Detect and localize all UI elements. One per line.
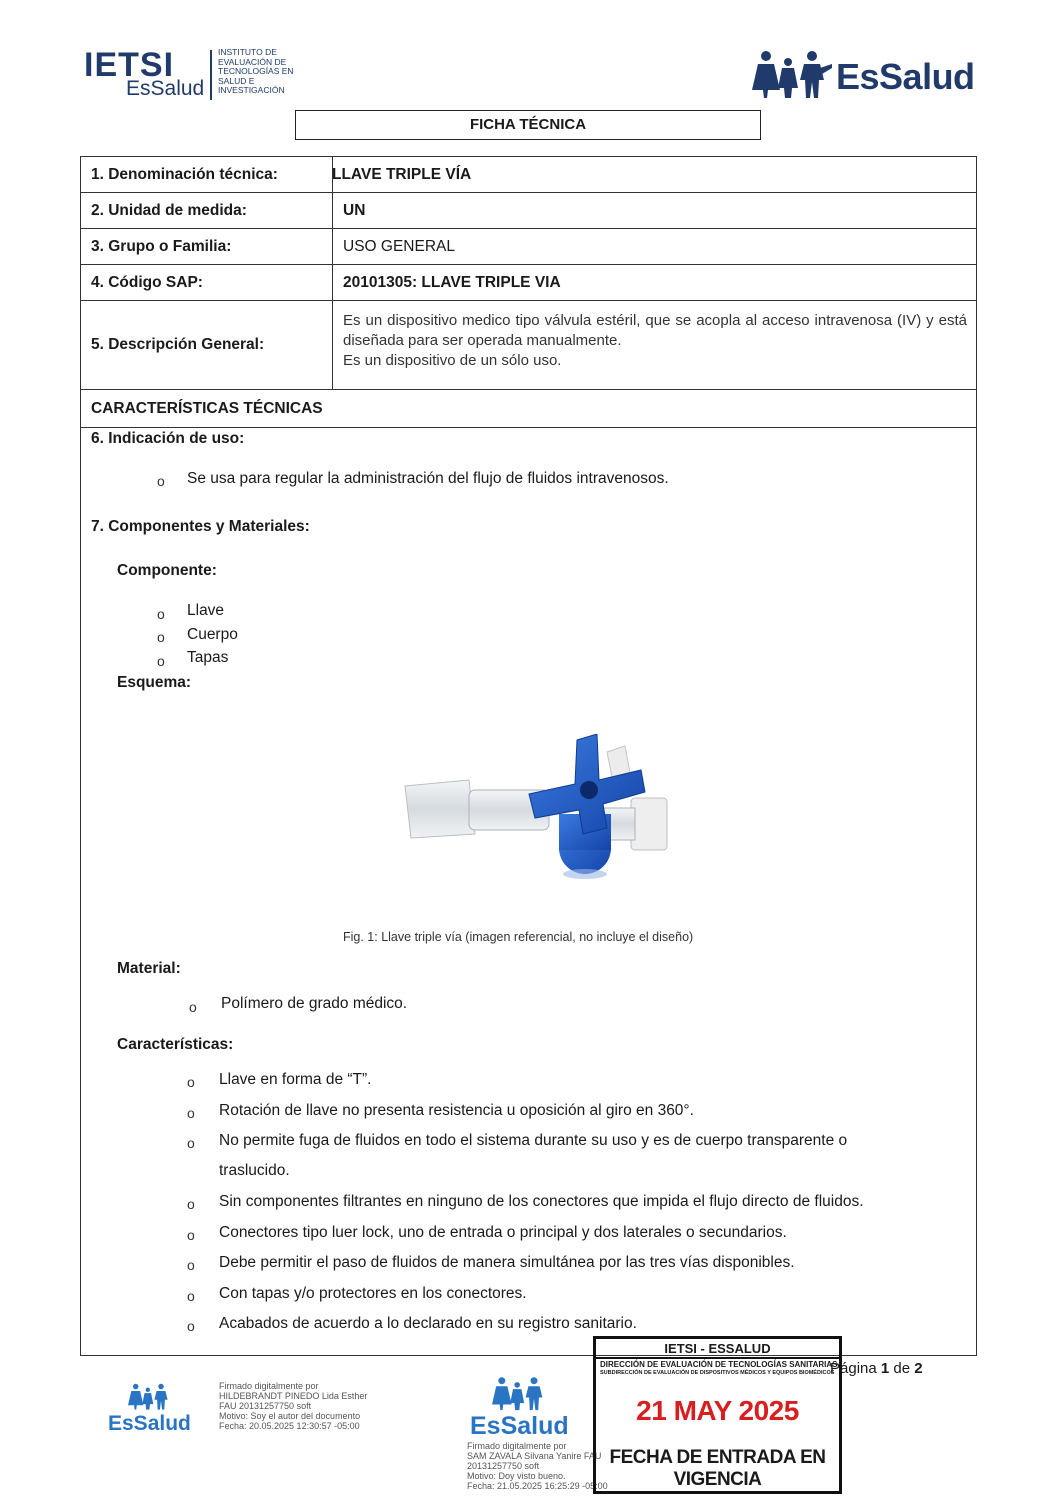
bullet: o (187, 1227, 195, 1243)
table-row (80, 192, 977, 229)
row-value: LLAVE TRIPLE VÍA (332, 166, 472, 183)
esquema-label: Esquema: (117, 674, 192, 691)
footer-logo-1 (108, 1382, 192, 1442)
list-item: Llave (187, 602, 225, 619)
indicacion-item: Se usa para regular la administración del flujo de fluidos intravenosos. (187, 470, 669, 487)
bullet: o (187, 1257, 195, 1273)
list-item: Debe permitir el paso de fluidos de manera simultánea por las tres vías disponibles. (219, 1254, 795, 1271)
material-label: Material: (117, 960, 181, 977)
bullet: o (157, 629, 165, 645)
table-row (80, 156, 977, 193)
bullet: o (157, 473, 165, 489)
digital-signature-2: Firmado digitalmente por SAM ZAVALA Silvana Yanire FAU 20131257750 soft Motivo: Doy visto bueno. Fecha: 21.05.2025 16:25:29 -05:00 (467, 1441, 608, 1491)
digital-signature-1: Firmado digitalmente por HILDEBRANDT PINEDO Lida Esther FAU 20131257750 soft Motivo: Soy el autor del documento Fecha: 20.05.2025 12:30:57 -05:00 (219, 1381, 368, 1431)
list-item: Sin componentes filtrantes en ninguno de los conectores que impida el flujo directo de fluidos. (219, 1193, 864, 1210)
family-icon (492, 1376, 548, 1412)
table-row (80, 300, 977, 390)
figure-caption: Fig. 1: Llave triple vía (imagen referencial, no incluye el diseño) (343, 930, 694, 944)
bullet: o (187, 1288, 195, 1304)
table-row (80, 228, 977, 265)
list-item: Rotación de llave no presenta resistencia u oposición al giro en 360°. (219, 1102, 694, 1119)
bullet: o (187, 1135, 195, 1151)
ietsi-logo-subtext: EsSalud (126, 77, 205, 100)
row-label: 2. Unidad de medida: (91, 202, 247, 219)
validity-stamp (593, 1336, 842, 1494)
section-header-row (80, 389, 977, 428)
document-title: FICHA TÉCNICA (295, 110, 761, 140)
bullet: o (157, 606, 165, 622)
stamp-title: IETSI - ESSALUD (596, 1341, 839, 1359)
list-item: Conectores tipo luer lock, uno de entrada o principal y dos laterales o secundarios. (219, 1224, 787, 1241)
row-value: UN (343, 202, 366, 219)
componente-label: Componente: (117, 562, 217, 579)
ietsi-logo (84, 48, 314, 104)
ietsi-logo-text: IETSI (84, 46, 175, 84)
stamp-subdirection: SUBDIRECCIÓN DE EVALUACIÓN DE DISPOSITIVOS MÉDICOS Y EQUIPOS BIOMÉDICOS (600, 1370, 835, 1376)
list-item: Con tapas y/o protectores en los conectores. (219, 1285, 527, 1302)
technical-section (80, 428, 977, 1356)
row-label: 4. Código SAP: (91, 274, 203, 291)
footer-logo-2 (470, 1376, 570, 1442)
table-row (80, 264, 977, 301)
ietsi-institute-name: INSTITUTO DE EVALUACIÓN DE TECNOLOGÍAS EN SALUD E INVESTIGACIÓN (218, 47, 294, 96)
footer-logo-text: EsSalud (108, 1412, 191, 1435)
row-label: 5. Descripción General: (91, 336, 265, 353)
footer-logo-text: EsSalud (470, 1412, 569, 1440)
family-icon (752, 50, 832, 100)
essalud-logo (752, 50, 978, 100)
description-text: Es un dispositivo medico tipo válvula estéril, que se acopla al acceso intravenosa (IV) y está diseñada para ser operada manualmente. (343, 312, 967, 349)
stamp-direction: DIRECCIÓN DE EVALUACIÓN DE TECNOLOGÍAS SANITARIAS (600, 1360, 838, 1369)
bullet: o (187, 1105, 195, 1121)
page-number: Página 1 de 2 (830, 1360, 923, 1377)
family-icon (128, 1382, 172, 1412)
essalud-logo-text: EsSalud (836, 56, 975, 97)
list-item: Llave en forma de “T”. (219, 1071, 372, 1088)
bullet: o (157, 653, 165, 669)
stamp-date: 21 MAY 2025 (636, 1395, 799, 1426)
material-item: Polímero de grado médico. (221, 995, 408, 1012)
row-label: 3. Grupo o Familia: (91, 238, 232, 255)
bullet: o (187, 1074, 195, 1090)
list-item: Cuerpo (187, 626, 238, 643)
list-item-continued: traslucido. (219, 1162, 290, 1179)
list-item: No permite fuga de fluidos en todo el sistema durante su uso y es de cuerpo transparente o (219, 1132, 848, 1149)
stamp-caption: FECHA DE ENTRADA EN VIGENCIA (609, 1447, 826, 1490)
bullet: o (187, 1318, 195, 1334)
componentes-title: 7. Componentes y Materiales: (91, 518, 310, 535)
row-label: 1. Denominación técnica: (91, 166, 278, 183)
row-value: USO GENERAL (343, 238, 455, 255)
row-value: 20101305: LLAVE TRIPLE VIA (343, 274, 561, 291)
bullet: o (189, 999, 197, 1015)
list-item: Acabados de acuerdo a lo declarado en su registro sanitario. (219, 1315, 637, 1332)
stopcock-image (399, 734, 699, 894)
ietsi-logo-divider (210, 50, 212, 100)
row-value (343, 311, 967, 371)
indicacion-title: 6. Indicación de uso: (91, 430, 245, 447)
section-header: CARACTERÍSTICAS TÉCNICAS (91, 400, 323, 417)
description-text-2: Es un dispositivo de un sólo uso. (343, 352, 562, 369)
list-item: Tapas (187, 649, 229, 666)
caracteristicas-label: Características: (117, 1036, 234, 1053)
bullet: o (187, 1196, 195, 1212)
